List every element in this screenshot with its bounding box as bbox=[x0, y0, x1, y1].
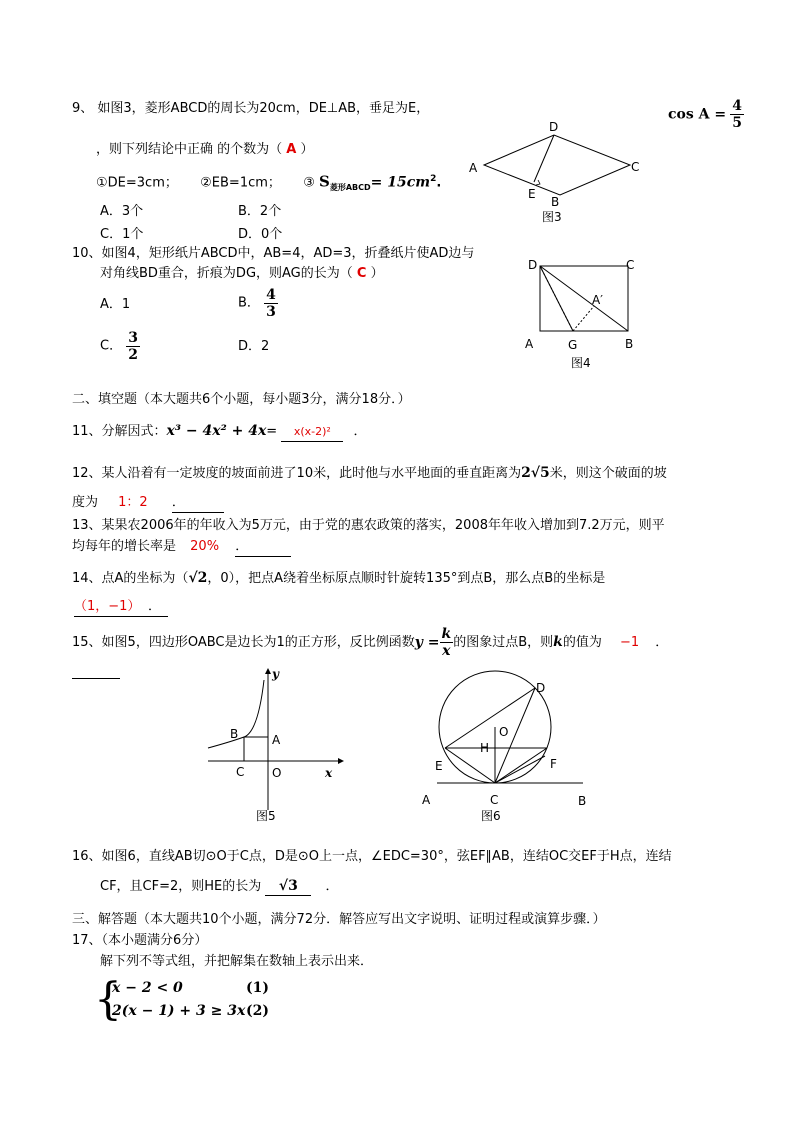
q16-stem: CF，且CF=2，则HE的长为 bbox=[100, 879, 262, 894]
q15-stem-3: 的值为 bbox=[562, 635, 602, 650]
section-3-heading: 三、解答题（本大题共10个小题，满分72分．解答应写出文字说明、证明过程或演算步骤．） bbox=[72, 912, 606, 927]
q15-func-x: x bbox=[442, 643, 451, 659]
q9-area-value: = 15cm bbox=[370, 174, 431, 191]
figure-4-rectangle bbox=[516, 252, 646, 374]
cos-a-lhs: cos A = bbox=[668, 106, 727, 123]
fig5-caption: 图5 bbox=[256, 809, 276, 823]
q13-line1: 13、某果农2006年的年收入为5万元，由于党的惠农政策的落实，2008年年收入增加到7.2万元，则平 bbox=[72, 518, 665, 533]
q9-answer: A bbox=[286, 142, 297, 157]
q12-stem-2: 米，则这个破面的坡 bbox=[549, 466, 667, 481]
figure-3-rhombus bbox=[460, 118, 650, 228]
q15-stem-2: 的图象过点B，则 bbox=[453, 635, 554, 650]
q9-statement-2: ②EB=1cm； bbox=[200, 175, 281, 191]
fig5-label-c: C bbox=[236, 765, 245, 779]
fig5-label-b: B bbox=[230, 727, 239, 741]
q10-option-d: D．2 bbox=[238, 339, 270, 354]
q11-stem: 11、分解因式： bbox=[72, 424, 167, 439]
q14-stem-1: 14、点A的坐标为（ bbox=[72, 571, 189, 586]
fig6-label-f: F bbox=[550, 757, 557, 771]
q9-statements bbox=[96, 170, 441, 197]
q16-end: ． bbox=[325, 879, 339, 894]
q11-answer: x(x-2)² bbox=[281, 423, 343, 442]
fig6-label-b: B bbox=[578, 794, 587, 808]
q12-end: ． bbox=[172, 494, 224, 513]
fig6-caption: 图6 bbox=[481, 809, 501, 823]
fig6-label-c: C bbox=[490, 793, 499, 807]
q10-option-c-den: 2 bbox=[128, 347, 138, 363]
q14-end: ． bbox=[148, 599, 162, 614]
diagonal-bd bbox=[540, 266, 628, 331]
fig3-label-b: B bbox=[551, 195, 560, 209]
corner-formula bbox=[668, 98, 744, 131]
q9-option-c: C．1个 bbox=[100, 227, 144, 242]
fig4-label-a: A bbox=[525, 337, 534, 351]
q10-option-b bbox=[238, 287, 278, 320]
q12-line1 bbox=[72, 464, 667, 483]
q9-stem-text: ，则下列结论中正确 的个数为（ bbox=[96, 142, 283, 157]
fig6-label-o: O bbox=[499, 725, 509, 739]
q10-stem-close: ） bbox=[370, 266, 384, 281]
q15-k: k bbox=[553, 634, 563, 650]
q15-blank-line bbox=[72, 678, 120, 679]
q14-answer: （1，−1） bbox=[74, 598, 168, 617]
fig4-label-g: G bbox=[568, 338, 578, 352]
fig6-label-e: E bbox=[435, 759, 443, 773]
q9-area-subscript: 菱形ABCD bbox=[329, 182, 371, 192]
y-axis-arrow-icon bbox=[265, 668, 271, 674]
q16-line1: 16、如图6，直线AB切⊙O于C点，D是⊙O上一点，∠EDC=30°，弦EF∥AB，连结OC交EF于H点，连结 bbox=[72, 849, 672, 864]
section-2-heading: 二、填空题（本大题共6个小题，每小题3分，满分18分．） bbox=[72, 392, 411, 407]
q12-distance: 2√5 bbox=[521, 465, 550, 481]
q10-option-b-label: B． bbox=[238, 295, 260, 311]
inequality-2-label: (2) bbox=[246, 1003, 269, 1019]
q9-area-symbol: S bbox=[318, 172, 330, 191]
q9-option-b: B．2个 bbox=[238, 204, 282, 219]
q11-eq: = bbox=[266, 424, 278, 439]
q11-expression: x³ − 4x² + 4x bbox=[166, 423, 267, 439]
q15-answer: −1 bbox=[619, 635, 640, 650]
fig3-caption: 图3 bbox=[542, 210, 562, 224]
q11 bbox=[72, 422, 367, 442]
x-axis-arrow-icon bbox=[338, 758, 344, 764]
right-angle-mark bbox=[536, 180, 540, 185]
q10-option-c-num: 3 bbox=[128, 330, 138, 346]
q15-stem-1: 15、如图5，四边形OABC是边长为1的正方形，反比例函数 bbox=[72, 635, 415, 650]
q10-option-b-den: 3 bbox=[266, 304, 276, 320]
fig3-label-a: A bbox=[469, 161, 478, 175]
q15 bbox=[72, 626, 668, 659]
q16-answer: √3 bbox=[265, 877, 311, 896]
inequality-2: 2(x − 1) + 3 ≥ 3x bbox=[112, 1003, 246, 1019]
rhombus-abcd bbox=[484, 135, 630, 195]
q10-line1: 10、如图4，矩形纸片ABCD中，AB=4，AD=3，折叠纸片使AD边与 bbox=[72, 246, 475, 261]
q10-line2 bbox=[100, 265, 384, 283]
fig5-label-y: y bbox=[272, 667, 279, 681]
q9-area-sup: 2 bbox=[430, 174, 437, 184]
q13-stem: 均每年的增长率是 bbox=[72, 539, 177, 554]
q14-line1 bbox=[72, 569, 605, 588]
segment-cf-2 bbox=[495, 756, 545, 783]
fig3-label-e: E bbox=[528, 187, 536, 201]
cos-a-denominator: 5 bbox=[732, 115, 742, 131]
fig4-label-d: D bbox=[528, 258, 538, 272]
inequality-1: x − 2 < 0 bbox=[112, 980, 183, 996]
q15-func-k: k bbox=[441, 626, 452, 642]
fig4-label-b: B bbox=[625, 337, 634, 351]
fig6-label-h: H bbox=[480, 741, 490, 755]
q17-title: 17、（本小题满分6分） bbox=[72, 933, 208, 948]
fig4-label-c: C bbox=[626, 258, 635, 272]
fig4-caption: 图4 bbox=[571, 356, 591, 370]
q12-stem-1: 12、某人沿着有一定坡度的坡面前进了10米，此时他与水平地面的垂直距离为 bbox=[72, 466, 522, 481]
fig6-label-a: A bbox=[422, 793, 431, 807]
q13-line2 bbox=[72, 538, 291, 557]
q10-option-c-label: C． bbox=[100, 338, 123, 354]
q14-coordinate: √2 bbox=[188, 570, 208, 586]
q15-end: ． bbox=[655, 635, 669, 650]
q12-stem-3: 度为 bbox=[72, 495, 99, 510]
q13-end: ． bbox=[235, 538, 291, 557]
figure-6-circle bbox=[415, 662, 600, 827]
q10-option-c bbox=[100, 330, 140, 363]
fig3-label-d: D bbox=[549, 120, 559, 134]
fig3-label-c: C bbox=[631, 160, 640, 174]
fig4-label-a-prime: A′ bbox=[592, 293, 603, 307]
q9-statement-3-end: . bbox=[436, 175, 442, 191]
q11-end: ． bbox=[353, 424, 367, 439]
q12-line2 bbox=[72, 494, 224, 513]
q10-answer: C bbox=[356, 266, 367, 281]
inequality-1-label: (1) bbox=[246, 980, 269, 996]
q10-option-b-num: 4 bbox=[266, 287, 276, 303]
fig5-label-o: O bbox=[272, 766, 282, 780]
q9-option-d: D．0个 bbox=[238, 227, 283, 242]
cos-a-numerator: 4 bbox=[732, 98, 742, 114]
q14-stem-2: ，0），把点A绕着坐标原点顺时针旋转135°到点B，那么点B的坐标是 bbox=[207, 571, 606, 586]
system-brace: { bbox=[94, 974, 122, 1025]
fig6-label-d: D bbox=[536, 681, 546, 695]
q13-answer: 20% bbox=[190, 539, 220, 554]
q17-instruction: 解下列不等式组，并把解集在数轴上表示出来． bbox=[100, 954, 374, 969]
q9-stem-close: ） bbox=[300, 142, 314, 157]
figure-5-graph bbox=[200, 660, 350, 825]
q12-answer: 1：2 bbox=[118, 495, 148, 510]
q9-line2 bbox=[96, 141, 314, 159]
q9-option-a: A．3个 bbox=[100, 204, 144, 219]
q16-line2 bbox=[100, 877, 339, 896]
square-oabc bbox=[244, 737, 268, 761]
q9-statement-1: ①DE=3cm； bbox=[96, 175, 178, 191]
q10-stem-text: 对角线BD重合，折痕为DG，则AG的长为（ bbox=[100, 266, 353, 281]
q9-statement-3-mark: ③ bbox=[303, 175, 315, 191]
q10-option-a: A．1 bbox=[100, 297, 131, 312]
segment-ga-prime bbox=[573, 306, 594, 331]
fig5-label-x: x bbox=[325, 766, 333, 780]
q9-line1: 9、 如图3，菱形ABCD的周长为20cm，DE⊥AB，垂足为E， bbox=[72, 101, 430, 116]
q15-func-y: y = bbox=[414, 634, 440, 651]
segment-de bbox=[445, 688, 535, 748]
fig5-label-a: A bbox=[272, 733, 281, 747]
